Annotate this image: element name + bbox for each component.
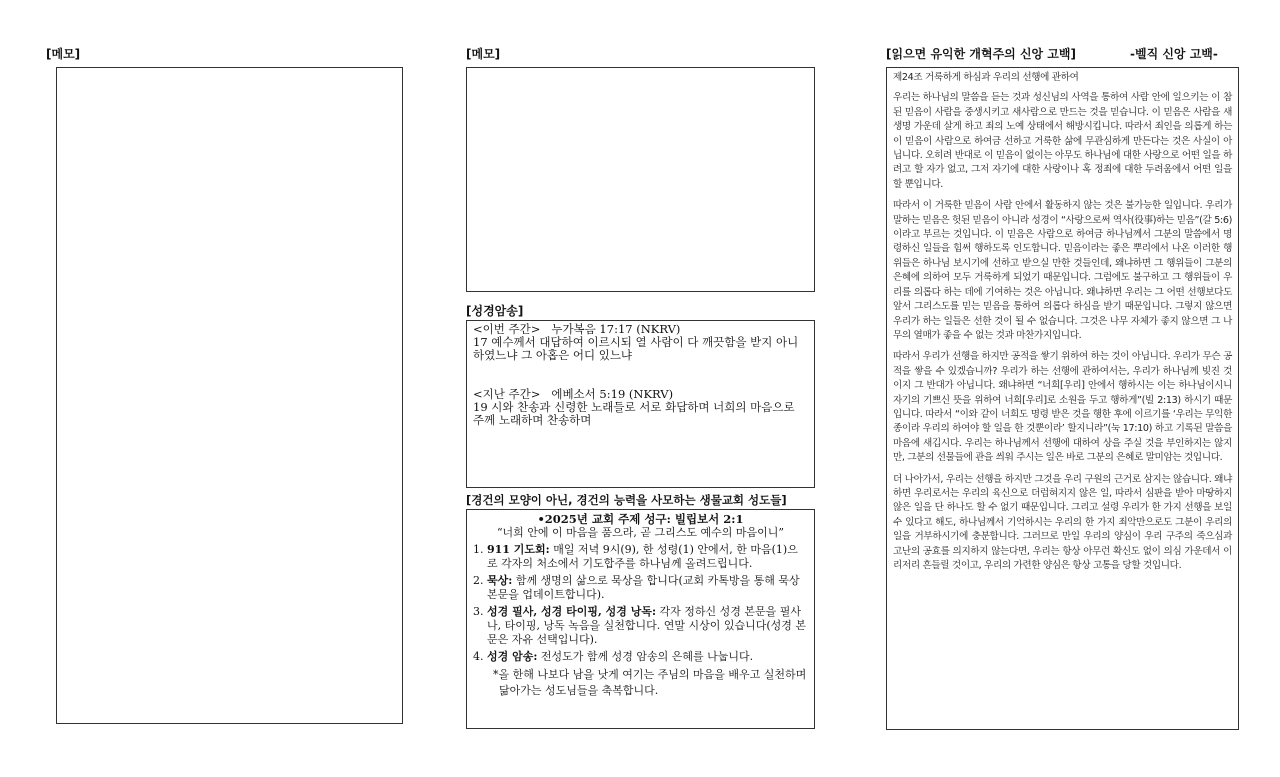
item-text: 전성도가 함께 성경 암송의 은혜를 나눕니다. xyxy=(540,650,754,663)
last-week-heading: <지난 주간> xyxy=(473,387,541,401)
confession-box xyxy=(886,67,1239,730)
memo-center-box xyxy=(466,67,815,292)
church-section-label: [경건의 모양이 아닌, 경건의 능력을 사모하는 생물교회 성도들] xyxy=(466,493,787,507)
confession-subtitle: -벨직 신앙 고백- xyxy=(1130,47,1218,61)
this-week-reference: 누가복음 17:17 (NKRV) xyxy=(551,322,681,336)
confession-paragraph: 우리는 하나님의 말씀을 듣는 것과 성신님의 사역을 통하여 사람 안에 일으키는 이 참된 믿음이 사람을 중생시키고 새사람으로 만드는 것을 믿습니다. 이 믿음은 사람을 새 생명 가운데 살게 하고 죄의 노예 상태에서 해방시킵니다. 따라서 죄인을 의롭게 하는 이 믿음이 사람으로 하여금 선하고 거룩한 삶에 무관심하게 만든다는 것은 사실이 아닙니다. 오히려 반대로 이 믿음이 없이는 아무도 하나님에 대한 사랑으로 어떤 일을 하려고 할 자가 없고, 그저 자기에 대한 사랑이나 혹 정죄에 대한 두려움에서 어떤 일을 할 뿐입니다. xyxy=(893,92,1232,190)
theme-title: •2025년 교회 주제 성구: 빌립보서 2:1 xyxy=(537,512,744,526)
memo-center-label: [메모] xyxy=(466,47,501,61)
last-week-reference: 에베소서 5:19 (NKRV) xyxy=(551,387,674,401)
item-text: 매일 저녁 9시(9), 한 성령(1) 안에서, 한 마음(1)으로 각자의 처소에서 기도합주를 하나님께 올려드립니다. xyxy=(487,543,798,570)
blessing-note: *올 한해 나보다 남을 낫게 여기는 주님의 마음을 배우고 실천하며 닮아가는 성도님들을 축복합니다. xyxy=(493,668,807,697)
item-title: 성경 암송: xyxy=(487,650,538,663)
church-section-box xyxy=(466,509,815,729)
last-week-verse: 19 시와 찬송과 신령한 노래들로 서로 화답하며 너희의 마음으로 주께 노래하며 찬송하며 xyxy=(473,400,795,427)
item-text: 함께 생명의 삶으로 묵상을 합니다(교회 카톡방을 통해 묵상 본문을 업데이트합니다). xyxy=(487,574,800,601)
confession-paragraph: 더 나아가서, 우리는 선행을 하지만 그것을 우리 구원의 근거로 삼지는 않습니다. 왜냐하면 우리로서는 우리의 육신으로 더럽혀지지 않은 일, 따라서 심판을 받아 마땅하지 않은 일을 단 하나도 할 수 없기 때문입니다. 그리고 설령 우리가 한 가지 선행을 보일 수 있다고 해도, 하나님께서 기억하시는 우리의 한 가지 죄악만으로도 그분이 우리의 일을 거부하시기에 충분합니다. 그러므로 만일 우리의 양심이 우리 구주의 죽으심과 고난의 공효를 의지하지 않는다면, 우리는 항상 아무런 확신도 없이 의심 가운데서 이리저리 흔들릴 것이고, 우리의 가련한 양심은 항상 고통을 당할 것입니다. xyxy=(893,473,1232,571)
confession-paragraph: 따라서 우리가 선행을 하지만 공적을 쌓기 위하여 하는 것이 아닙니다. 우리가 무슨 공적을 쌓을 수 있겠습니까? 우리가 하는 선행에 관하여서는, 우리가 하나님께 빚진 것이지 그 반대가 아닙니다. 왜냐하면 “너희[우리] 안에서 행하시는 이는 하나님이시니 자기의 기쁘신 뜻을 위하여 너희[우리]로 소원을 두고 행하게”(빌 2:13) 하시기 때문입니다. 따라서 “이와 같이 너희도 명령 받은 것을 행한 후에 이르기를 ‘우리는 무익한 종이라 우리의 하여야 할 일을 한 것뿐이라’ 할지니라”(눅 17:10) 하고 기록된 말씀을 마음에 새깁시다. 우리는 하나님께서 선행에 대하여 상을 주실 것을 부인하지는 않지만, 그분의 선물들에 관을 씌워 주시는 일은 바로 그분의 은혜로 말미암는 것입니다. xyxy=(893,351,1232,464)
item-text: 각자 정하신 성경 본문을 필사나, 타이핑, 낭독 녹음을 실천합니다. 연말 시상이 있습니다(성경 본문은 자유 선택입니다). xyxy=(487,605,807,646)
confession-label: [읽으면 유익한 개혁주의 신앙 고백] xyxy=(886,47,1076,61)
memo-left-label: [메모] xyxy=(46,47,81,61)
item-title: 묵상: xyxy=(487,574,513,587)
item-title: 성경 필사, 성경 타이핑, 성경 낭독: xyxy=(487,605,657,618)
memo-left-box xyxy=(56,67,403,724)
list-item: 3. 성경 필사, 성경 타이핑, 성경 낭독: 각자 정하신 성경 본문을 필사나, 타이핑, 낭독 녹음을 실천합니다. 연말 시상이 있습니다(성경 본문은 자유 선택입니다). xyxy=(473,605,807,646)
this-week-verse: 17 예수께서 대답하여 이르시되 열 사람이 다 깨끗함을 받지 아니하였느냐 그 아홉은 어디 있느냐 xyxy=(473,335,799,362)
list-item: 2. 묵상: 함께 생명의 삶으로 묵상을 합니다(교회 카톡방을 통해 묵상 본문을 업데이트합니다). xyxy=(473,574,800,601)
item-title: 911 기도회: xyxy=(487,543,550,556)
list-item: 4. 성경 암송: 전성도가 함께 성경 암송의 은혜를 나눕니다. xyxy=(473,650,754,663)
confession-paragraph: 따라서 이 거룩한 믿음이 사람 안에서 활동하지 않는 것은 불가능한 일입니다. 우리가 말하는 믿음은 헛된 믿음이 아니라 성경이 “사랑으로써 역사(役事)하는 믿음”(갈 5:6)이라고 부르는 것입니다. 이 믿음은 사람으로 하여금 하나님께서 그분의 말씀에서 명령하신 일들을 힘써 행하도록 인도합니다. 믿음이라는 좋은 뿌리에서 나온 이러한 행위들은 하나님 보시기에 선하고 받으실 만한 것들인데, 왜냐하면 그 행위들이 그분의 은혜에 의하여 모두 거룩하게 되었기 때문입니다. 그럼에도 불구하고 그 행위들이 우리를 의롭다 하는 데에 기여하는 것은 아닙니다. 왜냐하면 우리는 그 어떤 선행보다도 앞서 그리스도를 믿는 믿음을 통하여 의롭다 하심을 받기 때문입니다. 그렇지 않으면 우리가 하는 일들은 선한 것이 될 수 없습니다. 그것은 나무 자체가 좋지 않으면 그 나무의 열매가 좋을 수 없는 것과 마찬가지입니다. xyxy=(893,200,1232,341)
church-activity-list xyxy=(473,543,808,664)
theme-verse: “너희 안에 이 마음을 품으라, 곧 그리스도 예수의 마음이니” xyxy=(496,526,785,539)
article-title: 제24조 거룩하게 하심과 우리의 선행에 관하여 xyxy=(893,72,1079,83)
scripture-memorization-box xyxy=(466,320,815,488)
this-week-heading: <이번 주간> xyxy=(473,322,541,336)
scripture-memorization-label: [성경암송] xyxy=(466,304,524,318)
list-item: 1. 911 기도회: 매일 저녁 9시(9), 한 성령(1) 안에서, 한 마음(1)으로 각자의 처소에서 기도합주를 하나님께 올려드립니다. xyxy=(473,543,798,570)
